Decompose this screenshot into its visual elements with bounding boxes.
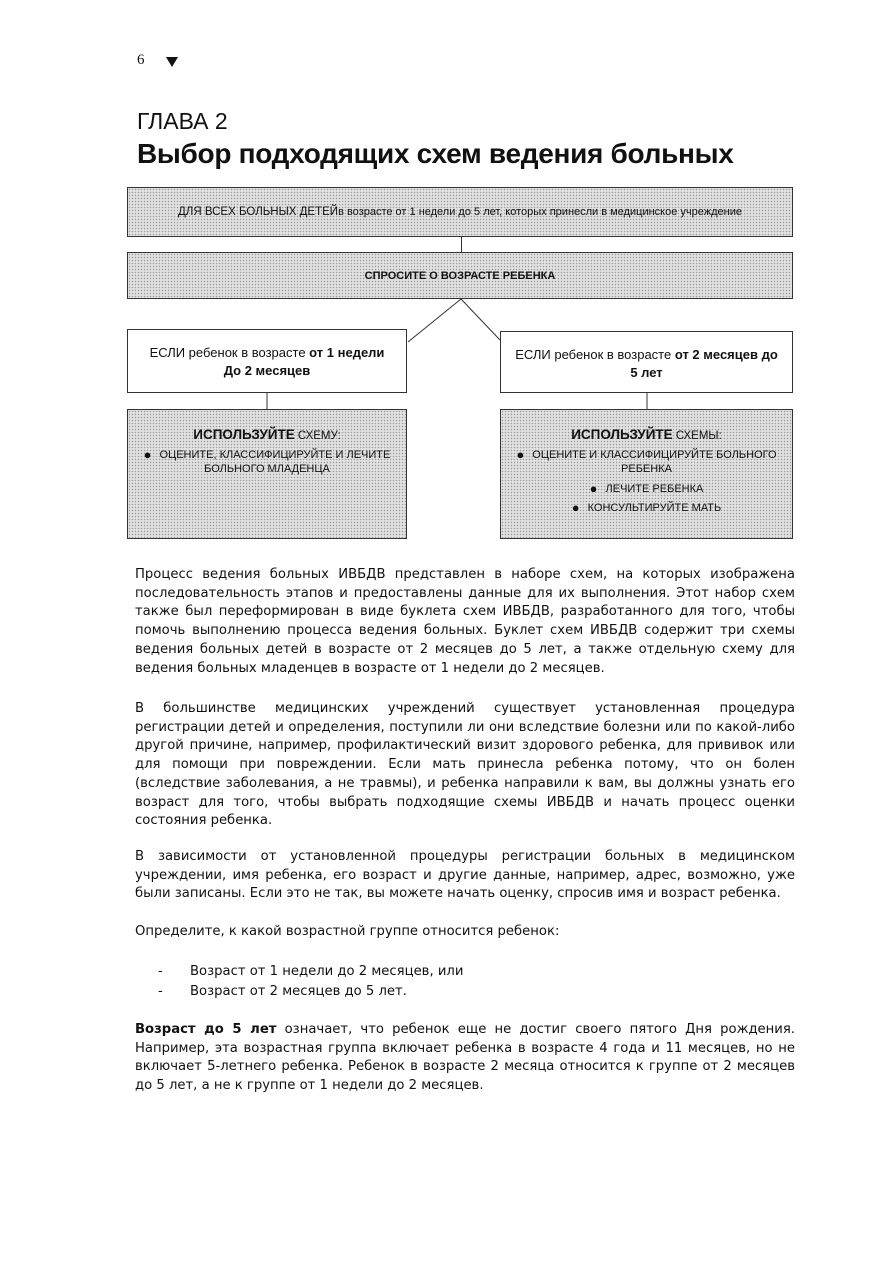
use-child-heading bbox=[507, 426, 786, 444]
if-infant-prefix: ЕСЛИ ребенок в возрасте bbox=[149, 345, 310, 360]
use-infant-heading-rest: СХЕМУ: bbox=[294, 430, 341, 442]
list-item-text: Возраст от 2 месяцев до 5 лет. bbox=[190, 984, 407, 999]
if-child-bold2: 5 лет bbox=[630, 364, 663, 380]
use-child-item-assess-text: ОЦЕНИТЕ И КЛАССИФИЦИРУЙТЕ БОЛЬНОГО bbox=[532, 448, 777, 461]
use-child-item-treat-text: ЛЕЧИТЕ РЕБЕНКА bbox=[605, 482, 704, 495]
age-group-list bbox=[158, 962, 463, 1002]
bullet-icon: ● bbox=[516, 446, 525, 462]
list-dash: - bbox=[158, 964, 163, 979]
paragraph-3: В зависимости от установленной процедуры регистрации больных в медицинском учреждении, имя ребенка, его возраст и другие данные, например, адрес, возможно, уже были записаны. Если это не так, вы можете начать оценку, спросив имя и возраст ребенка. bbox=[135, 849, 795, 902]
paragraph-5-bold: Возраст до 5 лет bbox=[135, 1022, 277, 1037]
if-child-prefix: ЕСЛИ ребенок в возрасте bbox=[515, 347, 675, 362]
if-infant-bold1: от 1 недели bbox=[309, 345, 385, 360]
bullet-icon: ● bbox=[571, 499, 580, 515]
flow-box-all-children-bold: ДЛЯ ВСЕХ БОЛЬНЫХ ДЕТЕЙ bbox=[178, 206, 339, 218]
page-title: Выбор подходящих схем ведения больных bbox=[137, 138, 734, 169]
if-child-bold1: от 2 месяцев до bbox=[674, 347, 778, 362]
list-item bbox=[158, 962, 463, 982]
paragraph-5 bbox=[135, 1021, 795, 1096]
use-child-item-treat bbox=[507, 482, 786, 496]
bullet-icon: ● bbox=[143, 446, 152, 462]
paragraph-5-text: означает, что ребенок еще не достиг своего пятого Дня рождения. Например, эта возрастная группа включает ребенка в возрасте 4 года и 11 месяцев, но не включает 5-летнего ребенка. Ребенок в возрасте 2 месяца относится к группе от 2 месяцев до 5 лет, а не к группе от 1 недели до 2 месяцев. bbox=[135, 1022, 795, 1094]
list-item bbox=[158, 982, 463, 1002]
use-child-item-counsel-text: КОНСУЛЬТИРУЙТЕ МАТЬ bbox=[587, 501, 722, 514]
bullet-icon: ● bbox=[589, 480, 598, 496]
use-child-item-counsel bbox=[507, 501, 786, 515]
use-child-item-assess-cont: РЕБЕНКА bbox=[621, 463, 672, 476]
page-number: 6 bbox=[137, 52, 145, 68]
flow-box-use-infant-chart bbox=[127, 409, 407, 539]
list-dash: - bbox=[158, 984, 163, 999]
use-child-heading-bold: ИСПОЛЬЗУЙТЕ bbox=[571, 427, 673, 442]
use-infant-heading bbox=[134, 426, 400, 444]
flow-box-ask-age-label: СПРОСИТЕ О ВОЗРАСТЕ РЕБЕНКА bbox=[364, 269, 556, 282]
flow-box-if-infant bbox=[127, 329, 407, 393]
if-infant-bold2: До 2 месяцев bbox=[223, 362, 311, 378]
use-infant-item-text: ОЦЕНИТЕ, КЛАССИФИЦИРУЙТЕ И ЛЕЧИТЕ bbox=[159, 448, 391, 461]
flow-box-if-child bbox=[500, 331, 793, 393]
chapter-label: ГЛАВА 2 bbox=[137, 108, 228, 134]
use-infant-item bbox=[134, 448, 400, 462]
list-item-text: Возраст от 1 недели до 2 месяцев, или bbox=[190, 964, 464, 979]
use-child-heading-rest: СХЕМЫ: bbox=[672, 430, 722, 442]
use-infant-item-cont: БОЛЬНОГО МЛАДЕНЦА bbox=[204, 463, 330, 476]
flow-box-use-child-charts bbox=[500, 409, 793, 539]
use-child-item-assess bbox=[507, 448, 786, 462]
paragraph-1: Процесс ведения больных ИВБДВ представлен в наборе схем, на которых изображена последовательность этапов и предоставлены данные для их выполнения. Этот набор схем также был переформирован в виде буклета схем ИВБДВ, разработанного для того, чтобы помочь выполнению процесса ведения больных. Буклет схем ИВБДВ содержит три схемы ведения больных детей в возрасте от 2 месяцев до 5 лет, а также отдельную схему для ведения больных младенцев в возрасте от 1 недели до 2 месяцев. bbox=[135, 567, 795, 676]
paragraph-2: В большинстве медицинских учреждений существует установленная процедура регистрации детей и определения, поступили ли они вследствие болезни или по какой-либо другой причине, например, профилактический визит здорового ребенка, для прививок или для помощи при повреждении. Если мать принесла ребенка потому, что он болен (вследствие заболевания, а не травмы), и ребенка направили к вам, вы должны узнать его возраст для того, чтобы выбрать подходящие схемы ИВБДВ и начать процесс оценки состояния ребенка. bbox=[135, 701, 795, 829]
flow-box-all-children-text: в возрасте от 1 недели до 5 лет, которых принесли в медицинское учреждение bbox=[338, 206, 742, 218]
paragraph-4: Определите, к какой возрастной группе относится ребенок: bbox=[135, 924, 560, 939]
use-infant-heading-bold: ИСПОЛЬЗУЙТЕ bbox=[193, 427, 295, 442]
